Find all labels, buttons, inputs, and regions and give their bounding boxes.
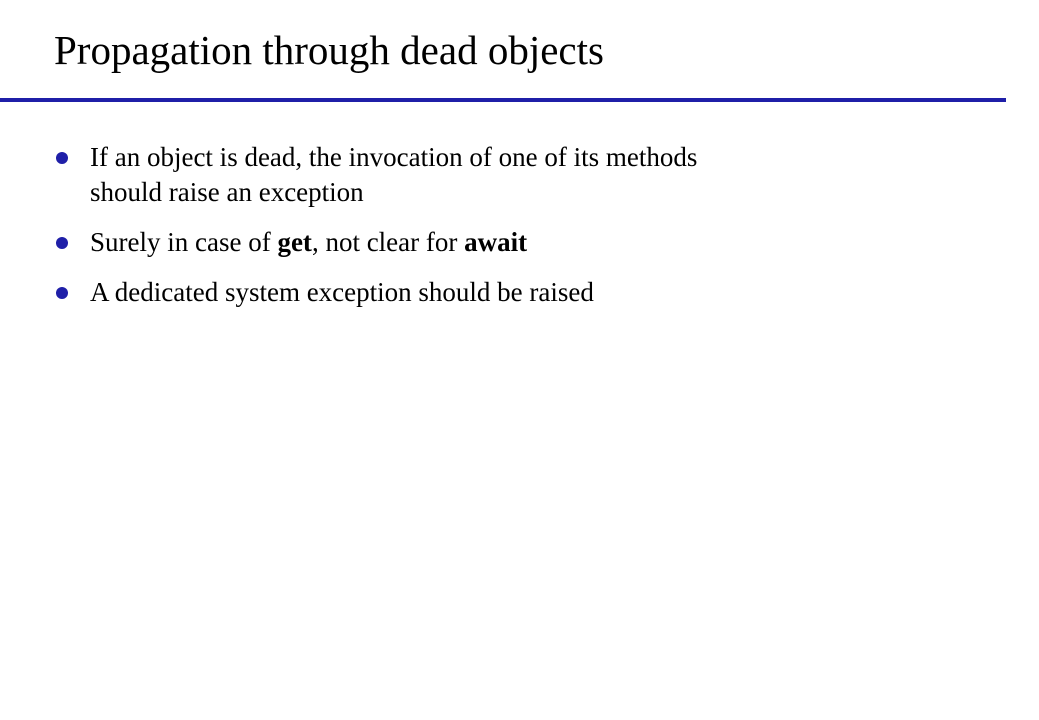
bullet-item xyxy=(56,275,1006,310)
bullet-text: A dedicated system exception should be raised xyxy=(90,277,594,307)
bullet-text-line: If an object is dead, the invocation of one of its methods xyxy=(90,142,698,172)
bullet-text: Surely in case of xyxy=(90,227,278,257)
bullet-item xyxy=(56,140,1006,210)
bullet-text-line: should raise an exception xyxy=(90,177,364,207)
bullet-dot-icon xyxy=(56,237,68,249)
bullet-keyword-get: get xyxy=(277,227,312,257)
bullet-list xyxy=(56,140,1006,325)
slide-title: Propagation through dead objects xyxy=(54,27,604,73)
bullet-item xyxy=(56,225,1006,260)
bullet-dot-icon xyxy=(56,152,68,164)
title-underline xyxy=(0,98,1006,102)
bullet-keyword-await: await xyxy=(464,227,528,257)
bullet-dot-icon xyxy=(56,287,68,299)
bullet-text: , not clear for xyxy=(311,227,465,257)
